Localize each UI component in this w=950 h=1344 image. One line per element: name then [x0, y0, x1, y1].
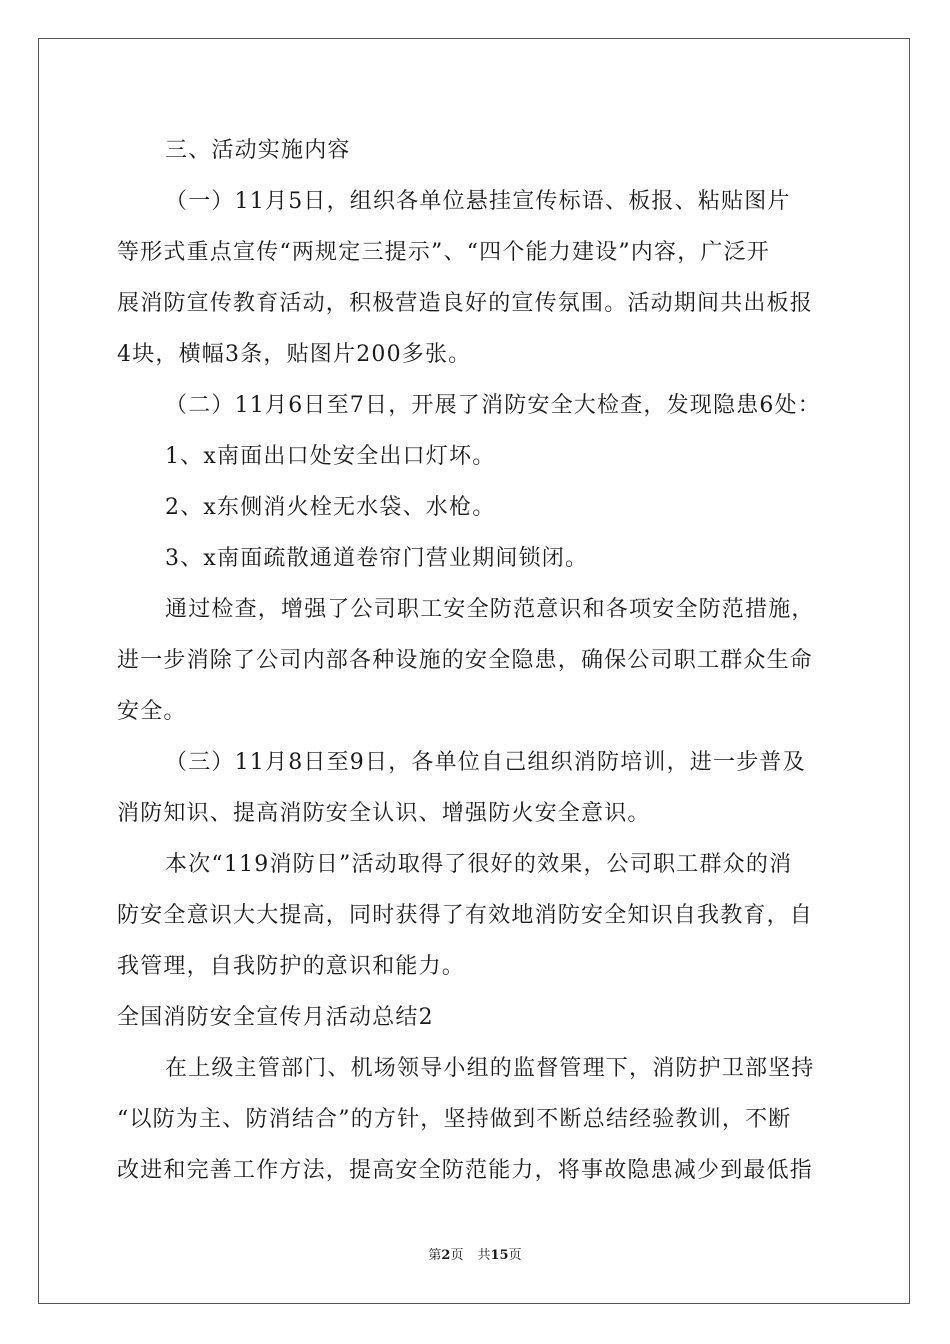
text-line: 展消防宣传教育活动，积极营造良好的宣传氛围。活动期间共出板报: [117, 291, 814, 316]
text-line: 防安全意识大大提高，同时获得了有效地消防安全知识自我教育，自: [117, 903, 814, 928]
text-line: 本次“119消防日”活动取得了很好的效果，公司职工群众的消: [165, 852, 793, 877]
total-prefix: 共: [477, 1248, 491, 1263]
text-line: （一）11月5日，组织各单位悬挂宣传标语、板报、粘贴图片: [165, 189, 791, 214]
section-heading: 全国消防安全宣传月活动总结2: [117, 1005, 434, 1030]
document-body: [117, 125, 837, 1196]
text-line: （三）11月8日至9日，各单位自己组织消防培训，进一步普及: [165, 750, 806, 775]
text-line: 1、x南面出口处安全出口灯坏。: [165, 444, 496, 469]
text-line: 3、x南面疏散通道卷帘门营业期间锁闭。: [165, 546, 589, 571]
text-line: 消防知识、提高消防安全认识、增强防火安全意识。: [117, 801, 651, 826]
page-footer: [0, 1244, 950, 1263]
text-line: 我管理，自我防护的意识和能力。: [117, 954, 466, 979]
text-line: 改进和完善工作方法，提高安全防范能力，将事故隐患减少到最低指: [117, 1158, 814, 1183]
text-line: 2、x东侧消火栓无水袋、水枪。: [165, 495, 496, 520]
text-line: 进一步消除了公司内部各种设施的安全隐患，确保公司职工群众生命: [117, 648, 814, 673]
text-line: 三、活动实施内容: [165, 138, 351, 163]
page-prefix: 第: [428, 1248, 442, 1263]
total-suffix: 页: [508, 1248, 522, 1263]
text-line: 等形式重点宣传“两规定三提示”、“四个能力建设”内容，广泛开: [117, 240, 770, 265]
text-line: 通过检查，增强了公司职工安全防范意识和各项安全防范措施，: [165, 597, 815, 622]
page-suffix: 页: [450, 1248, 464, 1263]
text-line: 4块，横幅3条，贴图片200多张。: [117, 342, 472, 367]
page-current: 2: [441, 1248, 451, 1263]
text-line: 安全。: [117, 699, 187, 724]
text-line: （二）11月6日至7日，开展了消防安全大检查，发现隐患6处：: [165, 393, 821, 418]
text-line: 在上级主管部门、机场领导小组的监督管理下，消防护卫部坚持: [165, 1056, 815, 1081]
page-total: 15: [490, 1248, 509, 1263]
text-line: “以防为主、防消结合”的方针，坚持做到不断总结经验教训，不断: [117, 1107, 792, 1132]
